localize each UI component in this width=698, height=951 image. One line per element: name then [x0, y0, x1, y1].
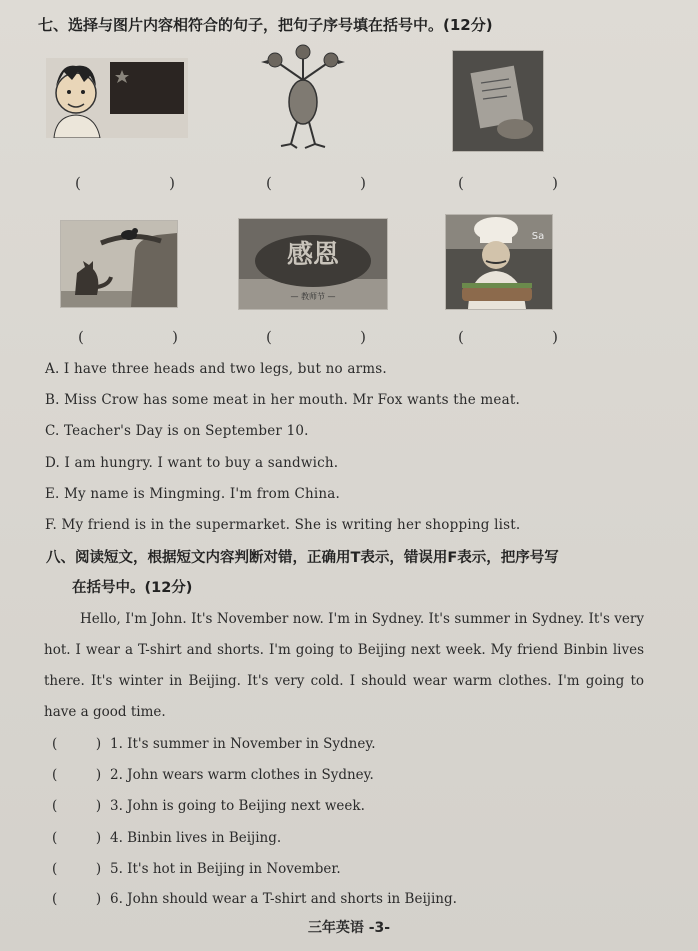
option-c: C. Teacher's Day is on September 10. — [45, 423, 309, 439]
answer-paren-5[interactable]: ( ) — [266, 328, 366, 346]
section8-title-line2: 在括号中。(12分) — [72, 580, 193, 596]
picture-shopping-list-photo — [452, 50, 544, 152]
answer-paren-2[interactable]: ( ) — [266, 174, 366, 192]
option-f: F. My friend is in the supermarket. She is writing her shopping list. — [45, 517, 521, 533]
statement-3[interactable]: ( ) 3. John is going to Beijing next week. — [52, 798, 365, 814]
statement-6[interactable]: ( ) 6. John should wear a T-shirt and shorts in Beijing. — [52, 891, 457, 907]
picture-teachers-day-card — [238, 218, 388, 310]
card-subtitle-text: — 教师节 — — [290, 292, 336, 301]
statement-1[interactable]: ( ) 1. It's summer in November in Sydney. — [52, 736, 376, 752]
page-footer: 三年英语 -3- — [307, 920, 391, 936]
answer-paren-3[interactable]: ( ) — [458, 174, 558, 192]
answer-paren-1[interactable]: ( ) — [75, 174, 175, 192]
option-e: E. My name is Mingming. I'm from China. — [45, 486, 341, 502]
option-a: A. I have three heads and two legs, but no arms. — [45, 361, 387, 377]
statement-4[interactable]: ( ) 4. Binbin lives in Beijing. — [52, 830, 282, 846]
answer-paren-4[interactable]: ( ) — [78, 328, 178, 346]
answer-paren-6[interactable]: ( ) — [458, 328, 558, 346]
statement-2[interactable]: ( ) 2. John wears warm clothes in Sydney. — [52, 767, 374, 783]
picture-boy-with-flag — [46, 58, 188, 138]
option-d: D. I am hungry. I want to buy a sandwich. — [45, 455, 339, 471]
statement-5[interactable]: ( ) 5. It's hot in Beijing in November. — [52, 861, 341, 877]
picture-chef-with-sandwich — [445, 214, 553, 310]
picture-crow-and-fox — [60, 220, 178, 308]
picture-three-headed-creature — [255, 44, 345, 154]
option-b: B. Miss Crow has some meat in her mouth. Mr Fox wants the meat. — [45, 392, 520, 408]
chef-sign-text: Sa — [531, 231, 545, 242]
section7-title: 七、选择与图片内容相符合的句子，把句子序号填在括号中。(12分) — [38, 16, 493, 34]
card-title-text: 感恩 — [286, 240, 340, 270]
reading-passage: Hello, I'm John. It's November now. I'm in Sydney. It's summer in Sydney. It's very hot. I wear a T-shirt and shorts. I'm going to Beijing next week. My friend Binbin lives there. It's winter in Beijing. It's very cold. I should wear warm clothes. I'm going to have a good time. — [44, 611, 644, 720]
section8-title-line1: 八、阅读短文，根据短文内容判断对错，正确用T表示，错误用F表示，把序号写 — [46, 550, 559, 566]
